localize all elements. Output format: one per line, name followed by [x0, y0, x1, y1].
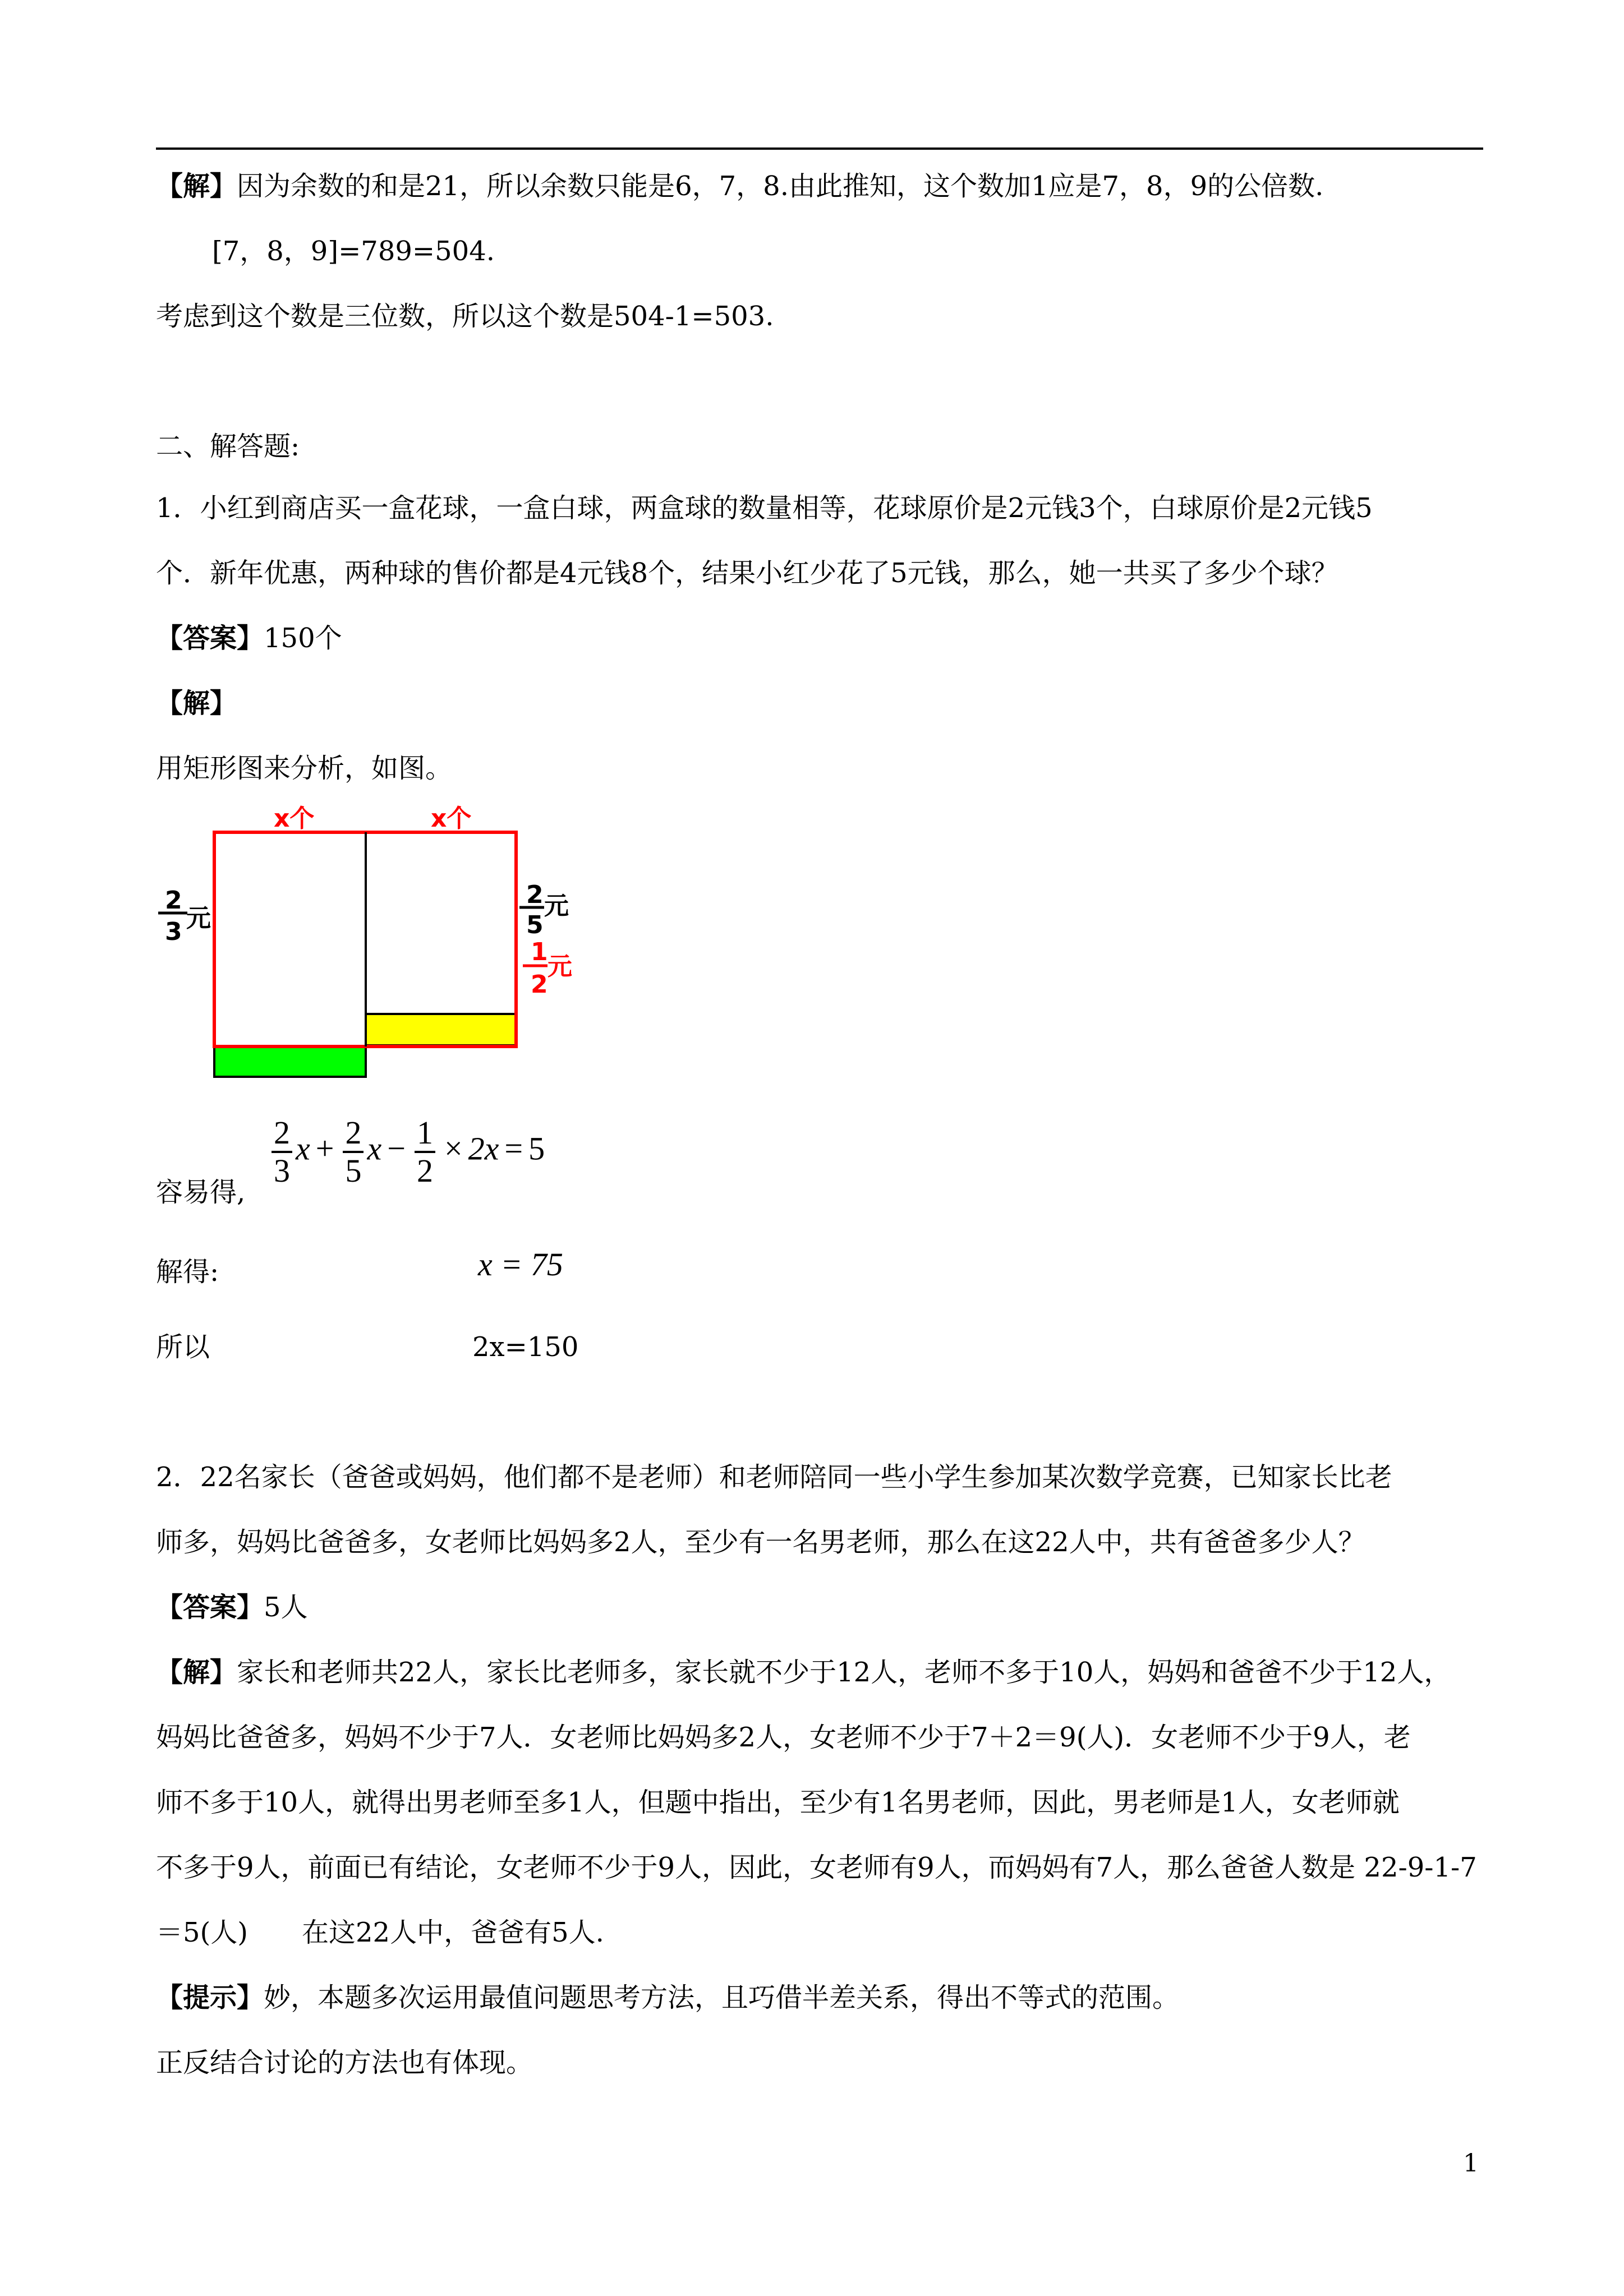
- page-number: 1: [1463, 2149, 1479, 2178]
- fraction-b: $\frac{2}{5}$: [343, 1115, 364, 1189]
- left-fraction-den: 3: [165, 918, 182, 946]
- left-fraction-unit: 元: [186, 904, 211, 933]
- right-fraction-num: 2: [526, 880, 544, 909]
- q2-hint-line-1: 【提示】妙，本题多次运用最值问题思考方法，且巧借半差关系，得出不等式的范围。: [156, 1982, 1180, 2013]
- q2-hint-line-2: 正反结合讨论的方法也有体现。: [156, 2047, 533, 2078]
- q2-solution-line-2: 妈妈比爸爸多，妈妈不少于7人．女老师比妈妈多2人，女老师不少于7＋2＝9(人)．女老师不少于9人，老: [156, 1722, 1411, 1753]
- q2-solution-line-5: ＝5(人) 在这22人中，爸爸有5人.: [156, 1917, 604, 1948]
- q2-solution-line-1: 【解】家长和老师共22人，家长比老师多，家长就不少于12人，老师不多于10人，妈妈和爸爸不少于12人，: [156, 1657, 1451, 1688]
- fraction-a: $\frac{2}{3}$: [272, 1115, 292, 1189]
- top-right-label: x个: [431, 804, 472, 833]
- answer-value: 150个: [264, 623, 342, 654]
- answer-label: 【答案】: [156, 1592, 264, 1623]
- equation-2: x = 75: [478, 1246, 563, 1283]
- q1-line-2: 个．新年优惠，两种球的售价都是4元钱8个，结果小红少花了5元钱，那么，她一共买了多少个球？: [156, 557, 1338, 589]
- q2-solution-line-3: 师不多于10人，就得出男老师至多1人，但题中指出，至少有1名男老师，因此，男老师是1人，女老师就: [156, 1787, 1400, 1818]
- red-fraction-unit: 元: [548, 952, 572, 981]
- q1-answer: [156, 621, 342, 655]
- q1-solution-label: 【解】: [156, 688, 237, 719]
- answer-value: 5人: [264, 1592, 308, 1623]
- q2-solution-line-4: 不多于9人，前面已有结论，女老师不少于9人，因此，女老师有9人，而妈妈有7人，那么爸爸人数是 22-9-1-7: [156, 1852, 1477, 1883]
- solution-label: 【解】: [156, 1657, 237, 1688]
- prev-solution-line-2: [7，8，9]=789=504.: [212, 236, 495, 267]
- equation-1: $\frac{2}{3}$ x + $\frac{2}{5}$ x − $\frac{1}{2}$ × 2x = 5: [268, 1115, 545, 1189]
- fraction-c: $\frac{1}{2}$: [415, 1115, 435, 1189]
- left-fraction-num: 2: [165, 886, 182, 915]
- q1-solution-intro: 用矩形图来分析，如图。: [156, 753, 453, 784]
- green-strip: [214, 1046, 366, 1077]
- header-rule: [156, 147, 1483, 150]
- so-label: 所以: [156, 1331, 210, 1363]
- prev-solution-line-1: [156, 169, 1323, 203]
- q2-line-1: 2．22名家长（爸爸或妈妈，他们都不是老师）和老师陪同一些小学生参加某次数学竞赛，已知家长比老: [156, 1461, 1392, 1493]
- equation-3: 2x=150: [472, 1331, 579, 1363]
- solve-label: 解得:: [156, 1256, 219, 1288]
- right-fraction-unit: 元: [544, 892, 569, 920]
- hint-label: 【提示】: [156, 1982, 264, 2013]
- solution-label: 【解】: [156, 170, 237, 202]
- right-fraction-den: 5: [526, 911, 544, 939]
- q2-line-2: 师多，妈妈比爸爸多，女老师比妈妈多2人，至少有一名男老师，那么在这22人中，共有爸爸多少人？: [156, 1527, 1365, 1558]
- q1-line-1: 1．小红到商店买一盒花球，一盒白球，两盒球的数量相等，花球原价是2元钱3个，白球原价是2元钱5: [156, 492, 1373, 524]
- top-left-label: x个: [274, 804, 315, 833]
- section-title: 二、解答题:: [156, 431, 300, 462]
- red-fraction-num: 1: [531, 938, 548, 966]
- rectangle-diagram: [151, 796, 589, 1088]
- easy-label: 容易得,: [156, 1177, 246, 1208]
- yellow-strip: [366, 1014, 516, 1045]
- prev-solution-line-3: 考虑到这个数是三位数，所以这个数是504-1=503.: [156, 301, 774, 332]
- red-fraction-den: 2: [531, 970, 548, 999]
- prev-solution-text: 因为余数的和是21，所以余数只能是6，7，8.由此推知，这个数加1应是7，8，9的公倍数.: [237, 170, 1324, 202]
- answer-label: 【答案】: [156, 623, 264, 654]
- q2-answer: [156, 1590, 308, 1624]
